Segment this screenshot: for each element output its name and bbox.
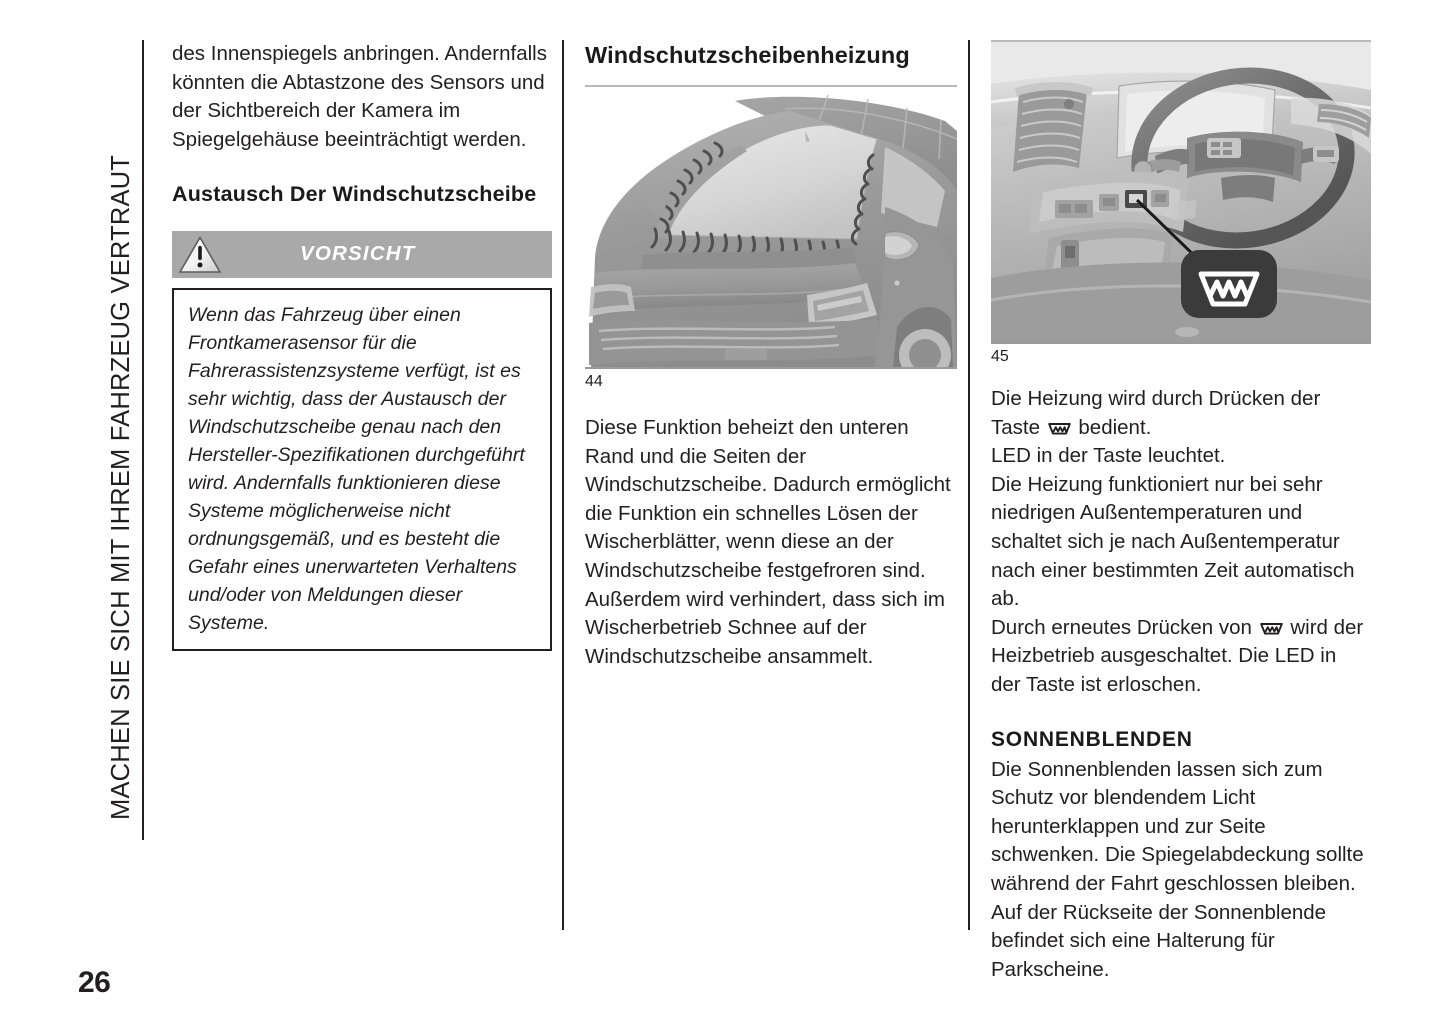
heating-off-text-b: wird der Heizbetrieb ausgeschaltet. Die LED in der Taste ist erloschen. <box>991 615 1364 696</box>
heading-windshield-replacement: Austausch Der Windschutzscheibe <box>172 182 537 207</box>
led-paragraph: LED in der Taste leuchtet. <box>991 444 1226 468</box>
column-left <box>172 40 552 651</box>
heating-operation-paragraph <box>991 385 1371 442</box>
warning-triangle-icon <box>178 235 222 275</box>
column-divider-rule-1 <box>562 40 564 930</box>
running-head-text: MACHEN SIE SICH MIT IHREM FAHRZEUG VERTRAUT <box>107 154 135 820</box>
column-divider-rule-2 <box>968 40 970 930</box>
caution-text-box <box>172 288 552 651</box>
heating-off-paragraph <box>991 614 1371 700</box>
figure-44 <box>585 85 957 392</box>
windshield-heating-icon <box>1047 421 1072 436</box>
dashboard-windshield-heating-button-illustration <box>991 42 1371 342</box>
caution-label: VORSICHT <box>300 242 416 266</box>
windshield-heating-icon <box>1259 621 1284 636</box>
heating-conditions-paragraph: Die Heizung funktioniert nur bei sehr niedrigen Außentemperaturen und schaltet sich je nach Außentemperatur nach einer bestimmten Zeit automatisch ab. <box>991 472 1355 611</box>
figure-bottom-rule <box>585 367 957 369</box>
caution-banner <box>172 231 552 278</box>
caution-text: Wenn das Fahrzeug über einen Frontkamerasensor für die Fahrerassistenzsysteme verfügt, ist es sehr wichtig, dass der Austausch der Windschutzscheibe genau nach den Hersteller-Spezifikationen durchgeführt wird. Andernfalls funktionieren diese Systeme möglicherweise nicht ordnungsgemäß, und es besteht die Gefahr eines unerwarteten Verhaltens und/oder von Meldungen dieser Systeme. <box>188 304 525 635</box>
continued-paragraph: des Innenspiegels anbringen. Andernfalls könnten die Abtastzone des Sensors und der Sichtbereich der Kamera im Spiegelgehäuse beeinträchtigt werden. <box>172 42 547 151</box>
heating-operation-text-a: Die Heizung wird durch Drücken der Taste <box>991 387 1321 439</box>
windshield-heating-paragraph: Diese Funktion beheizt den unteren Rand und die Seiten der Windschutzscheibe. Dadurch ermöglicht die Funktion ein schnelles Lösen der Wischerblätter, wenn diese an der Windschutzscheibe festgefroren sind. Außerdem wird verhindert, dass sich im Wischerbetrieb Schnee auf der Windschutzscheibe ansammelt. <box>585 416 951 668</box>
heading-windshield-heating: Windschutzscheibenheizung <box>585 42 910 68</box>
heating-operation-text-b: bedient. <box>1072 415 1152 439</box>
column-right <box>991 40 1371 984</box>
figure-45 <box>991 40 1371 367</box>
page-number: 26 <box>78 966 111 999</box>
figure-number: 45 <box>991 348 1009 365</box>
vehicle-front-windshield-heating-illustration <box>585 87 957 367</box>
figure-number: 44 <box>585 373 603 390</box>
heading-sun-visors: SONNENBLENDEN <box>991 727 1193 751</box>
heating-off-text-a: Durch erneutes Drücken von <box>991 615 1258 639</box>
sidebar-divider-rule <box>142 40 144 840</box>
sun-visors-paragraph: Die Sonnenblenden lassen sich zum Schutz vor blendendem Licht herunterklappen und zur Seite schwenken. Die Spiegelabdeckung sollte während der Fahrt geschlossen bleiben. Auf der Rückseite der Sonnenblende befindet sich eine Halterung für Parkscheine. <box>991 757 1364 981</box>
figure-bottom-rule <box>991 342 1371 344</box>
column-middle <box>585 40 957 671</box>
running-head-sidebar <box>0 0 150 1018</box>
